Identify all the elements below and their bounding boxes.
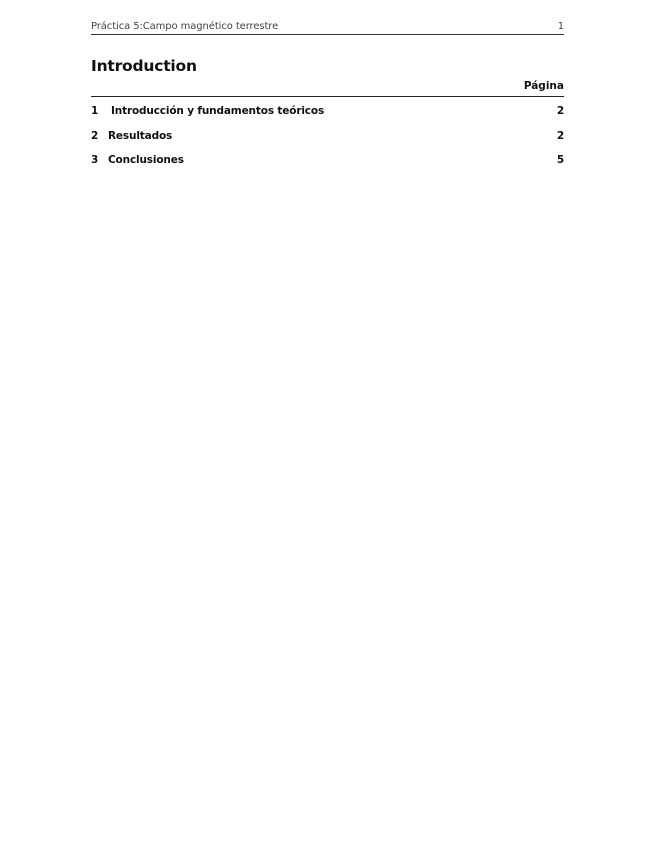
toc-entry-number: 2 xyxy=(91,129,99,142)
toc-entry-label[interactable]: Resultados xyxy=(108,129,173,142)
toc-entry-resultados[interactable] xyxy=(91,130,564,155)
running-header xyxy=(91,20,564,35)
toc-page-column-label: Página xyxy=(523,80,564,92)
toc-entry-page: 2 xyxy=(556,129,564,142)
running-header-title: Práctica 5:Campo magnético terrestre xyxy=(91,21,279,32)
toc-entry-number: 3 xyxy=(91,154,99,166)
toc-list xyxy=(91,105,564,179)
toc-divider xyxy=(91,96,564,97)
toc-heading: Introduction xyxy=(91,57,197,75)
toc-entry-label[interactable]: Introducción y fundamentos teóricos xyxy=(111,105,325,117)
toc-entry-introduccion[interactable] xyxy=(91,105,564,130)
toc-entry-label[interactable]: Conclusiones xyxy=(108,154,184,166)
toc-entry-page: 5 xyxy=(556,154,564,166)
toc-entry-page: 2 xyxy=(556,105,564,117)
toc-entry-conclusiones[interactable] xyxy=(91,154,564,179)
running-header-page-number: 1 xyxy=(557,21,564,32)
toc-entry-number: 1 xyxy=(91,105,99,117)
